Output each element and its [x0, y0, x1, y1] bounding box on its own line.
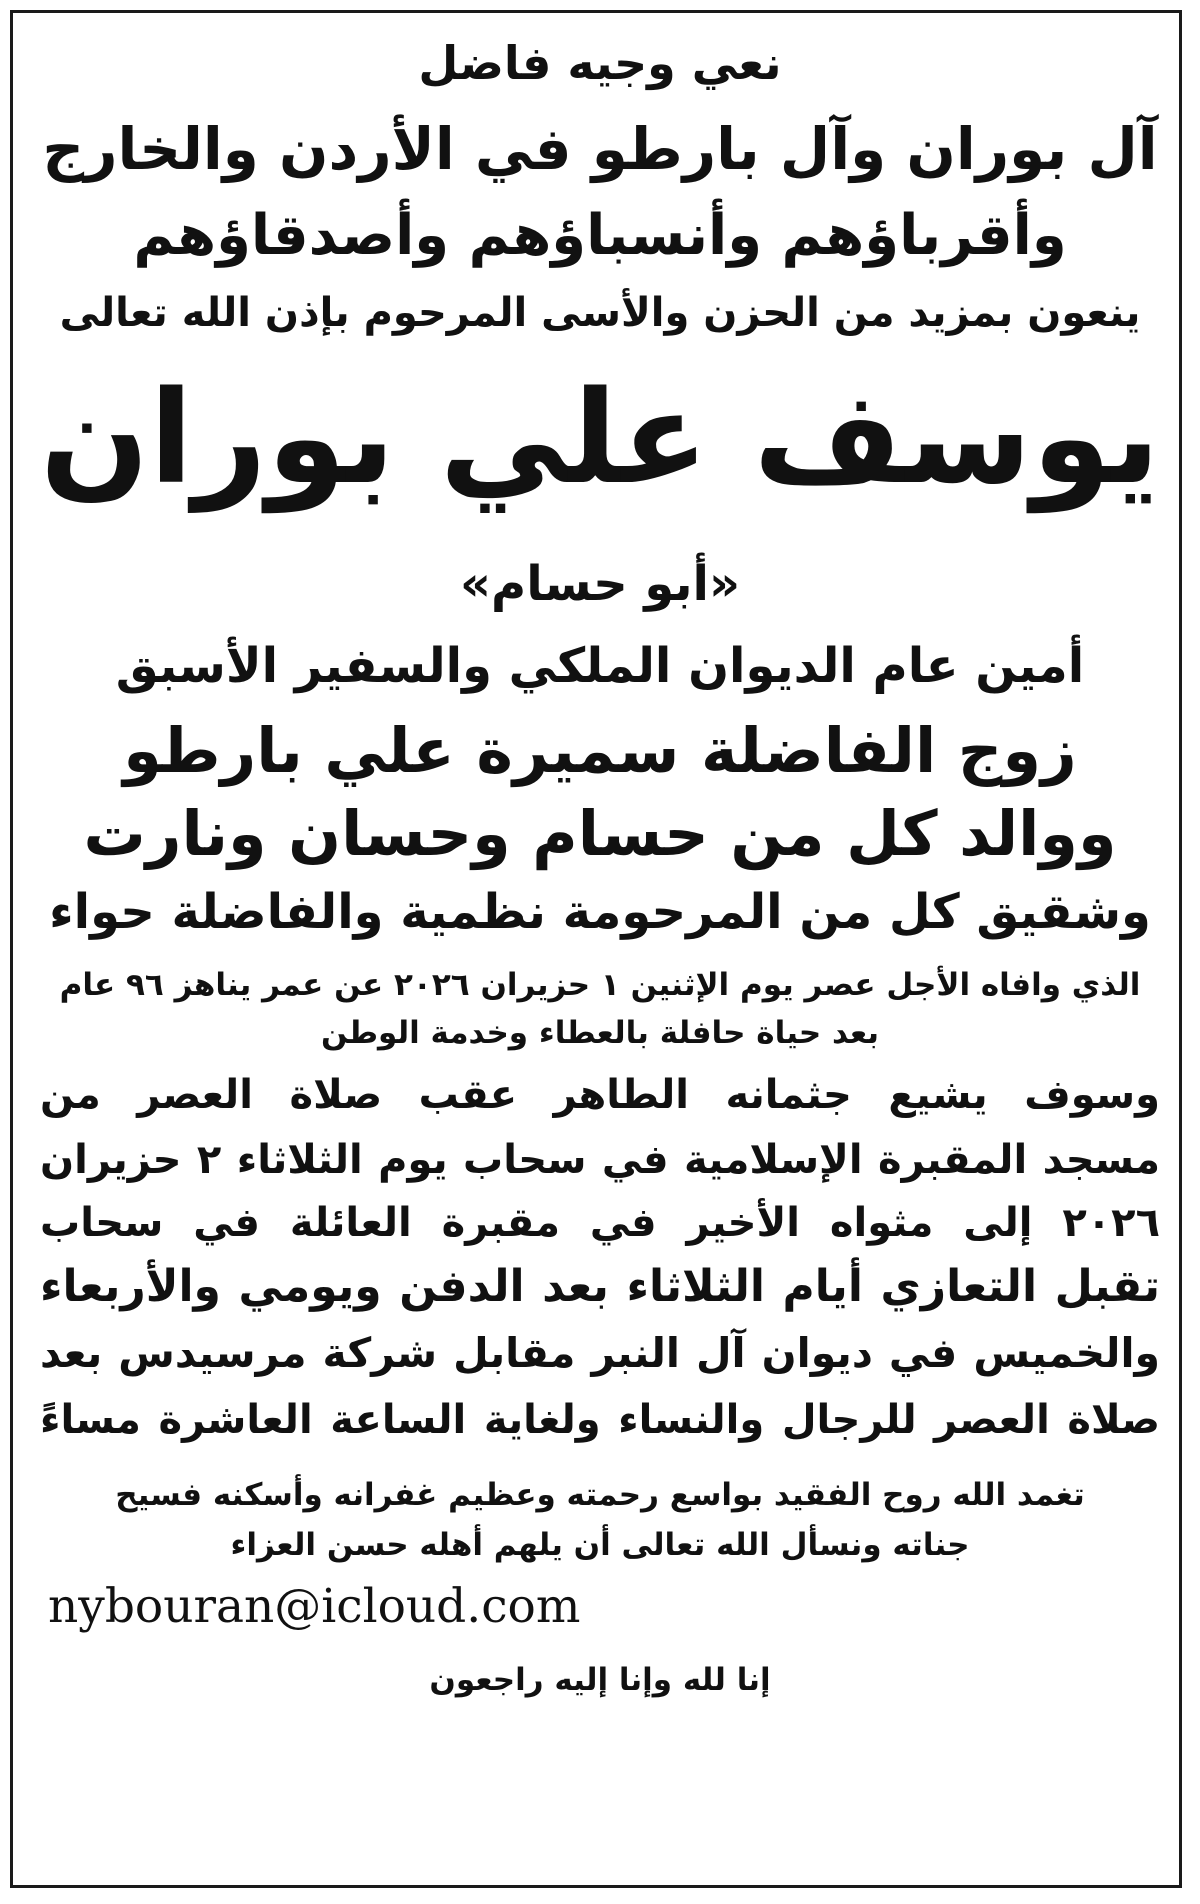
condolence-line-3: صلاة العصر للرجال والنساء ولغاية الساعة العاشرة مساءً [40, 1397, 1160, 1443]
funeral-line-3: ٢٠٢٦ إلى مثواه الأخير في مقبرة العائلة في سحاب [40, 1200, 1160, 1246]
relatives-line: وأقرباؤهم وأنسباؤهم وأصدقاؤهم [133, 203, 1067, 268]
contact-email[interactable]: nybouran@icloud.com [48, 1579, 581, 1634]
funeral-line-2: مسجد المقبرة الإسلامية في سحاب يوم الثلاثاء ٢ حزيران [40, 1137, 1161, 1183]
death-date-line: الذي وافاه الأجل عصر يوم الإثنين ١ حزيران ٢٠٢٦ عن عمر يناهز ٩٦ عام [59, 967, 1141, 1003]
prayer-line-1: تغمد الله روح الفقيد بواسع رحمته وعظيم غفرانه وأسكنه فسيح [115, 1477, 1085, 1513]
families-line: آل بوران وآل بارطو في الأردن والخارج [42, 115, 1158, 183]
siblings-line: وشقيق كل من المرحومة نظمية والفاضلة حواء [49, 884, 1151, 940]
closing-verse: إنا لله وإنا إليه راجعون [429, 1662, 771, 1698]
nickname: «أبو حسام» [460, 556, 740, 612]
children-line: ووالد كل من حسام وحسان ونارت [83, 797, 1117, 870]
spouse-line: زوج الفاضلة سميرة علي بارطو [123, 714, 1077, 787]
prayer-line-2: جناته ونسأل الله تعالى أن يلهم أهله حسن العزاء [230, 1527, 970, 1563]
life-line: بعد حياة حافلة بالعطاء وخدمة الوطن [320, 1015, 880, 1051]
condolence-line-1: تقبل التعازي أيام الثلاثاء بعد الدفن ويومي والأربعاء [40, 1261, 1160, 1312]
funeral-line-1: وسوف يشيع جثمانه الطاهر عقب صلاة العصر من [40, 1072, 1160, 1118]
title-line: أمين عام الديوان الملكي والسفير الأسبق [115, 638, 1085, 694]
condolence-line-2: والخميس في ديوان آل النبر مقابل شركة مرسيدس بعد [40, 1329, 1160, 1377]
notice-heading: نعي وجيه فاضل [418, 36, 782, 90]
deceased-name: يوسف علي بوران [39, 364, 1160, 513]
announcement-line: ينعون بمزيد من الحزن والأسى المرحوم بإذن الله تعالى [59, 290, 1141, 336]
